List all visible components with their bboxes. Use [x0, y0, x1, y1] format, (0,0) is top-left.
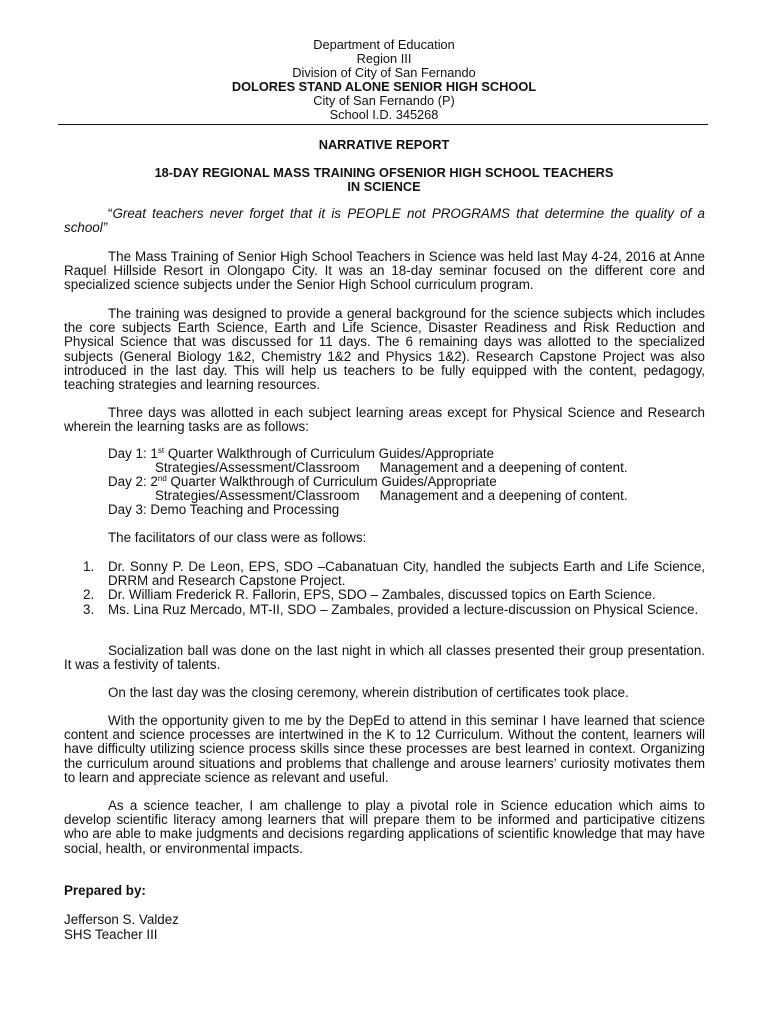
preparer-position: SHS Teacher III [64, 927, 158, 942]
prepared-by-label: Prepared by: [64, 883, 146, 898]
quote-text: Great teachers never forget that it is PEOPLE not PROGRAMS that determine the quality of a school [64, 206, 705, 236]
list-item-text: Ms. Lina Ruz Mercado, MT-II, SDO – Zambales, provided a lecture-discussion on Physical Science. [108, 601, 699, 617]
list-item [83, 601, 705, 617]
day-2-detail-b: Management and a deepening of content. [379, 488, 628, 503]
day-1-rest: Quarter Walkthrough of Curriculum Guides/Appropriate [164, 446, 495, 461]
list-item-text: Dr. William Frederick R. Fallorin, EPS, SDO – Zambales, discussed topics on Earth Science. [108, 587, 656, 603]
paragraph-closing-ceremony: On the last day was the closing ceremony, wherein distribution of certificates took place. [108, 685, 629, 700]
opening-quote [64, 207, 705, 235]
day-1-ordinal: st [157, 446, 165, 455]
list-item [83, 587, 705, 603]
paragraph-training-overview: The Mass Training of Senior High School Teachers in Science was held last May 4-24, 2016 at Anne Raquel Hillside Resort in Olongapo City. It was an 18-day seminar focused on the different core and specialized science subjects under the Senior High School curriculum program. [64, 249, 705, 293]
school-name: DOLORES STAND ALONE SENIOR HIGH SCHOOL [231, 79, 537, 94]
facilitators-list [83, 559, 705, 617]
paragraph-science-teacher-role: As a science teacher, I am challenge to play a pivotal role in Science education which aims to develop scientific literacy among learners that will prepare them to be informed and participative citizens who are able to make judgments and decisions regarding applications of scientific knowledge that may have social, health, or environmental impacts. [64, 798, 705, 856]
day-2-prefix: Day 2: 2 [108, 474, 158, 489]
region-name: Region III [356, 51, 412, 66]
list-item-text: Dr. Sonny P. De Leon, EPS, SDO –Cabanatuan City, handled the subjects Earth and Life Science, DRRM and Research Capstone Project. [108, 559, 705, 589]
paragraph-training-design: The training was designed to provide a general background for the science subjects which includes the core subjects Earth Science, Earth and Life Science, Disaster Readiness and Risk Reduction and Physical Science that was discussed for 11 days. The 6 remaining days was allotted to the specialized subjects (General Biology 1&2, Chemistry 1&2 and Physics 1&2). Research Capstone Project was also introduced in the last day. This will help us teachers to be fully equipped with the content, pedagogy, teaching strategies and learning resources. [64, 306, 705, 393]
quote-open-mark: “ [108, 206, 113, 221]
day-1-prefix: Day 1: 1 [108, 446, 158, 461]
list-item-number: 3. [83, 601, 95, 617]
letterhead [60, 38, 708, 122]
report-title: NARRATIVE REPORT [318, 137, 450, 152]
list-item-number: 2. [83, 587, 95, 603]
header-divider [58, 124, 708, 125]
quote-close-mark: ” [102, 220, 108, 236]
list-item [83, 559, 705, 589]
paragraph-learnings: With the opportunity given to me by the DepEd to attend in this seminar I have learned that science content and science processes are intertwined in the K to 12 Curriculum. Without the content, learners will have difficulty utilizing science process skills since these processes are best learned in context. Organizing the curriculum around situations and problems that challenge and arouse learners’ curiosity motivates them to learn and appreciate science as relevant and useful. [64, 713, 705, 785]
school-id: School I.D. 345268 [329, 107, 439, 122]
training-title-line-2: IN SCIENCE [347, 179, 421, 194]
day-2-rest: Quarter Walkthrough of Curriculum Guides/Appropriate [166, 474, 497, 489]
facilitators-intro: The facilitators of our class were as follows: [108, 530, 367, 545]
day-1-detail-b: Management and a deepening of content. [379, 460, 628, 475]
department-name: Department of Education [313, 37, 455, 52]
training-title-line-1: 18-DAY REGIONAL MASS TRAINING OFSENIOR HIGH SCHOOL TEACHERS [154, 165, 614, 180]
day-2-ordinal: nd [157, 474, 167, 483]
paragraph-learning-tasks: Three days was allotted in each subject learning areas except for Physical Science and Research wherein the learning tasks are as follows: [64, 405, 705, 435]
list-item-number: 1. [83, 559, 95, 574]
day-2-detail-a: Strategies/Assessment/Classroom [155, 488, 360, 503]
day-3-line: Day 3: Demo Teaching and Processing [108, 502, 340, 517]
preparer-name: Jefferson S. Valdez [64, 912, 179, 927]
division-name: Division of City of San Fernando [292, 65, 476, 80]
school-city: City of San Fernando (P) [313, 93, 455, 108]
paragraph-socialization: Socialization ball was done on the last night in which all classes presented their group presentation. It was a festivity of talents. [64, 643, 705, 673]
day-1-detail-a: Strategies/Assessment/Classroom [155, 460, 360, 475]
